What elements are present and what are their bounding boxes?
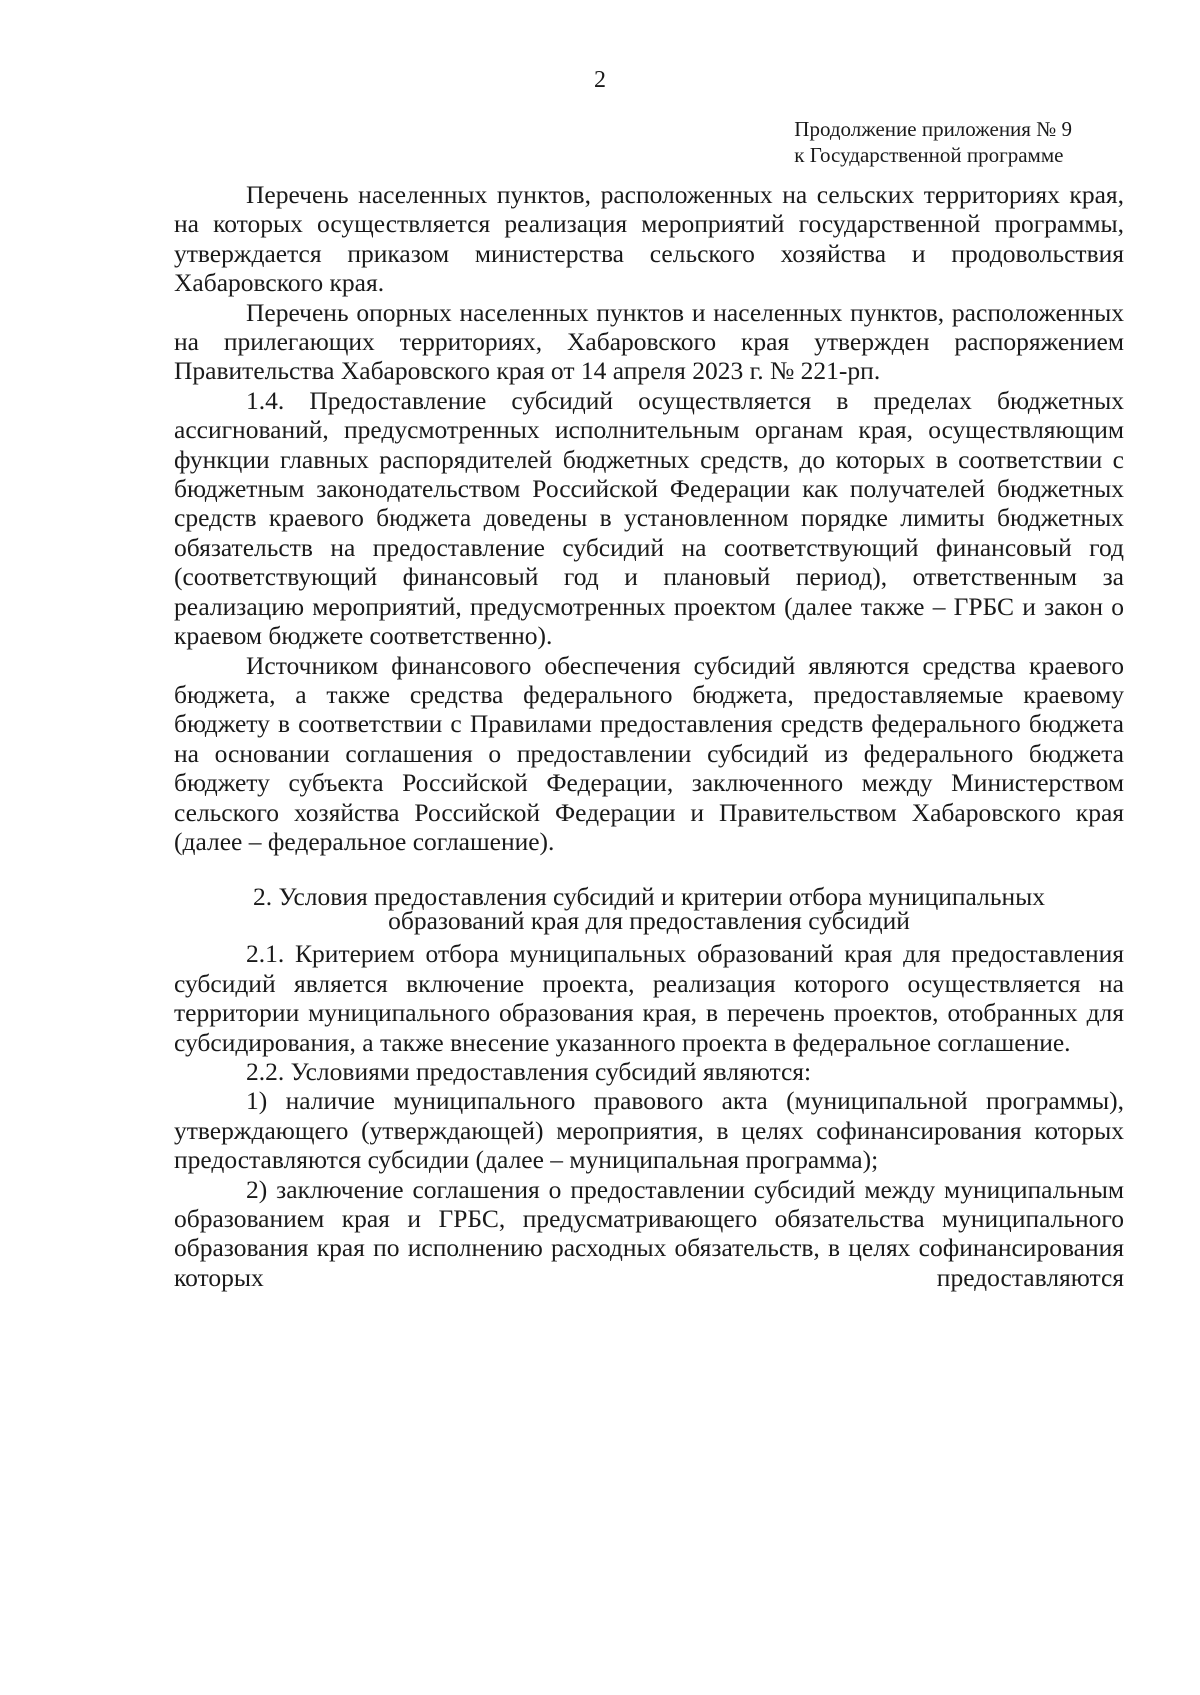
section-heading-line: 2. Условия предоставления субсидий и критерии отбора муниципальных: [253, 882, 1045, 912]
annex-line: к Государственной программе: [794, 143, 1064, 167]
paragraph: 2) заключение соглашения о предоставлении субсидий между муниципальным образованием края и ГРБС, предусматривающего обязательства муниципального образования края по исполнению расходных обязательств, в целях софинансирования которых предоставляются: [174, 1174, 1124, 1292]
paragraph: 1.4. Предоставление субсидий осуществляется в пределах бюджетных ассигнований, предусмотренных исполнительным органам края, осуществляющим функции главных распорядителей бюджетных средств, до которых в соответствии с бюджетным законодательством Российской Федерации как получателей бюджетных средств краевого бюджета доведены в установленном порядке лимиты бюджетных обязательств на предоставление субсидий на соответствующий финансовый год (соответствующий финансовый год и плановый период), ответственным за реализацию мероприятий, предусмотренных проектом (далее также – ГРБС и закон о краевом бюджете соответственно).: [174, 385, 1124, 651]
paragraph: 2.1. Критерием отбора муниципальных образований края для предоставления субсидий является включение проекта, реализация которого осуществляется на территории муниципального образования края, в перечень проектов, отобранных для субсидирования, а также внесение указанного проекта в федеральное соглашение.: [174, 939, 1124, 1057]
page-number: 2: [594, 67, 606, 93]
paragraph: Источником финансового обеспечения субсидий являются средства краевого бюджета, а также средства федерального бюджета, предоставляемые краевому бюджету в соответствии с Правилами предоставления средств федерального бюджета на основании соглашения о предоставлении субсидий из федерального бюджета бюджету субъекта Российской Федерации, заключенного между Министерством сельского хозяйства Российской Федерации и Правительством Хабаровского края (далее – федеральное соглашение).: [174, 650, 1124, 856]
section-heading: [174, 882, 1124, 936]
paragraph: 2.2. Условиями предоставления субсидий являются:: [246, 1056, 812, 1086]
paragraph: Перечень опорных населенных пунктов и населенных пунктов, расположенных на прилегающих территориях, Хабаровского края утвержден распоряжением Правительства Хабаровского края от 14 апреля 2023 г. № 221-рп.: [174, 297, 1124, 386]
document-body: [174, 180, 1124, 1292]
paragraph: 1) наличие муниципального правового акта (муниципальной программы), утверждающего (утверждающей) мероприятия, в целях софинансирования которых предоставляются субсидии (далее – муниципальная программа);: [174, 1086, 1124, 1175]
annex-line: Продолжение приложения № 9: [794, 117, 1072, 141]
section-heading-line: образований края для предоставления субсидий: [388, 906, 910, 936]
annex-header: [794, 116, 1072, 168]
paragraph: Перечень населенных пунктов, расположенных на сельских территориях края, на которых осуществляется реализация мероприятий государственной программы, утверждается приказом министерства сельского хозяйства и продовольствия Хабаровского края.: [174, 180, 1124, 298]
